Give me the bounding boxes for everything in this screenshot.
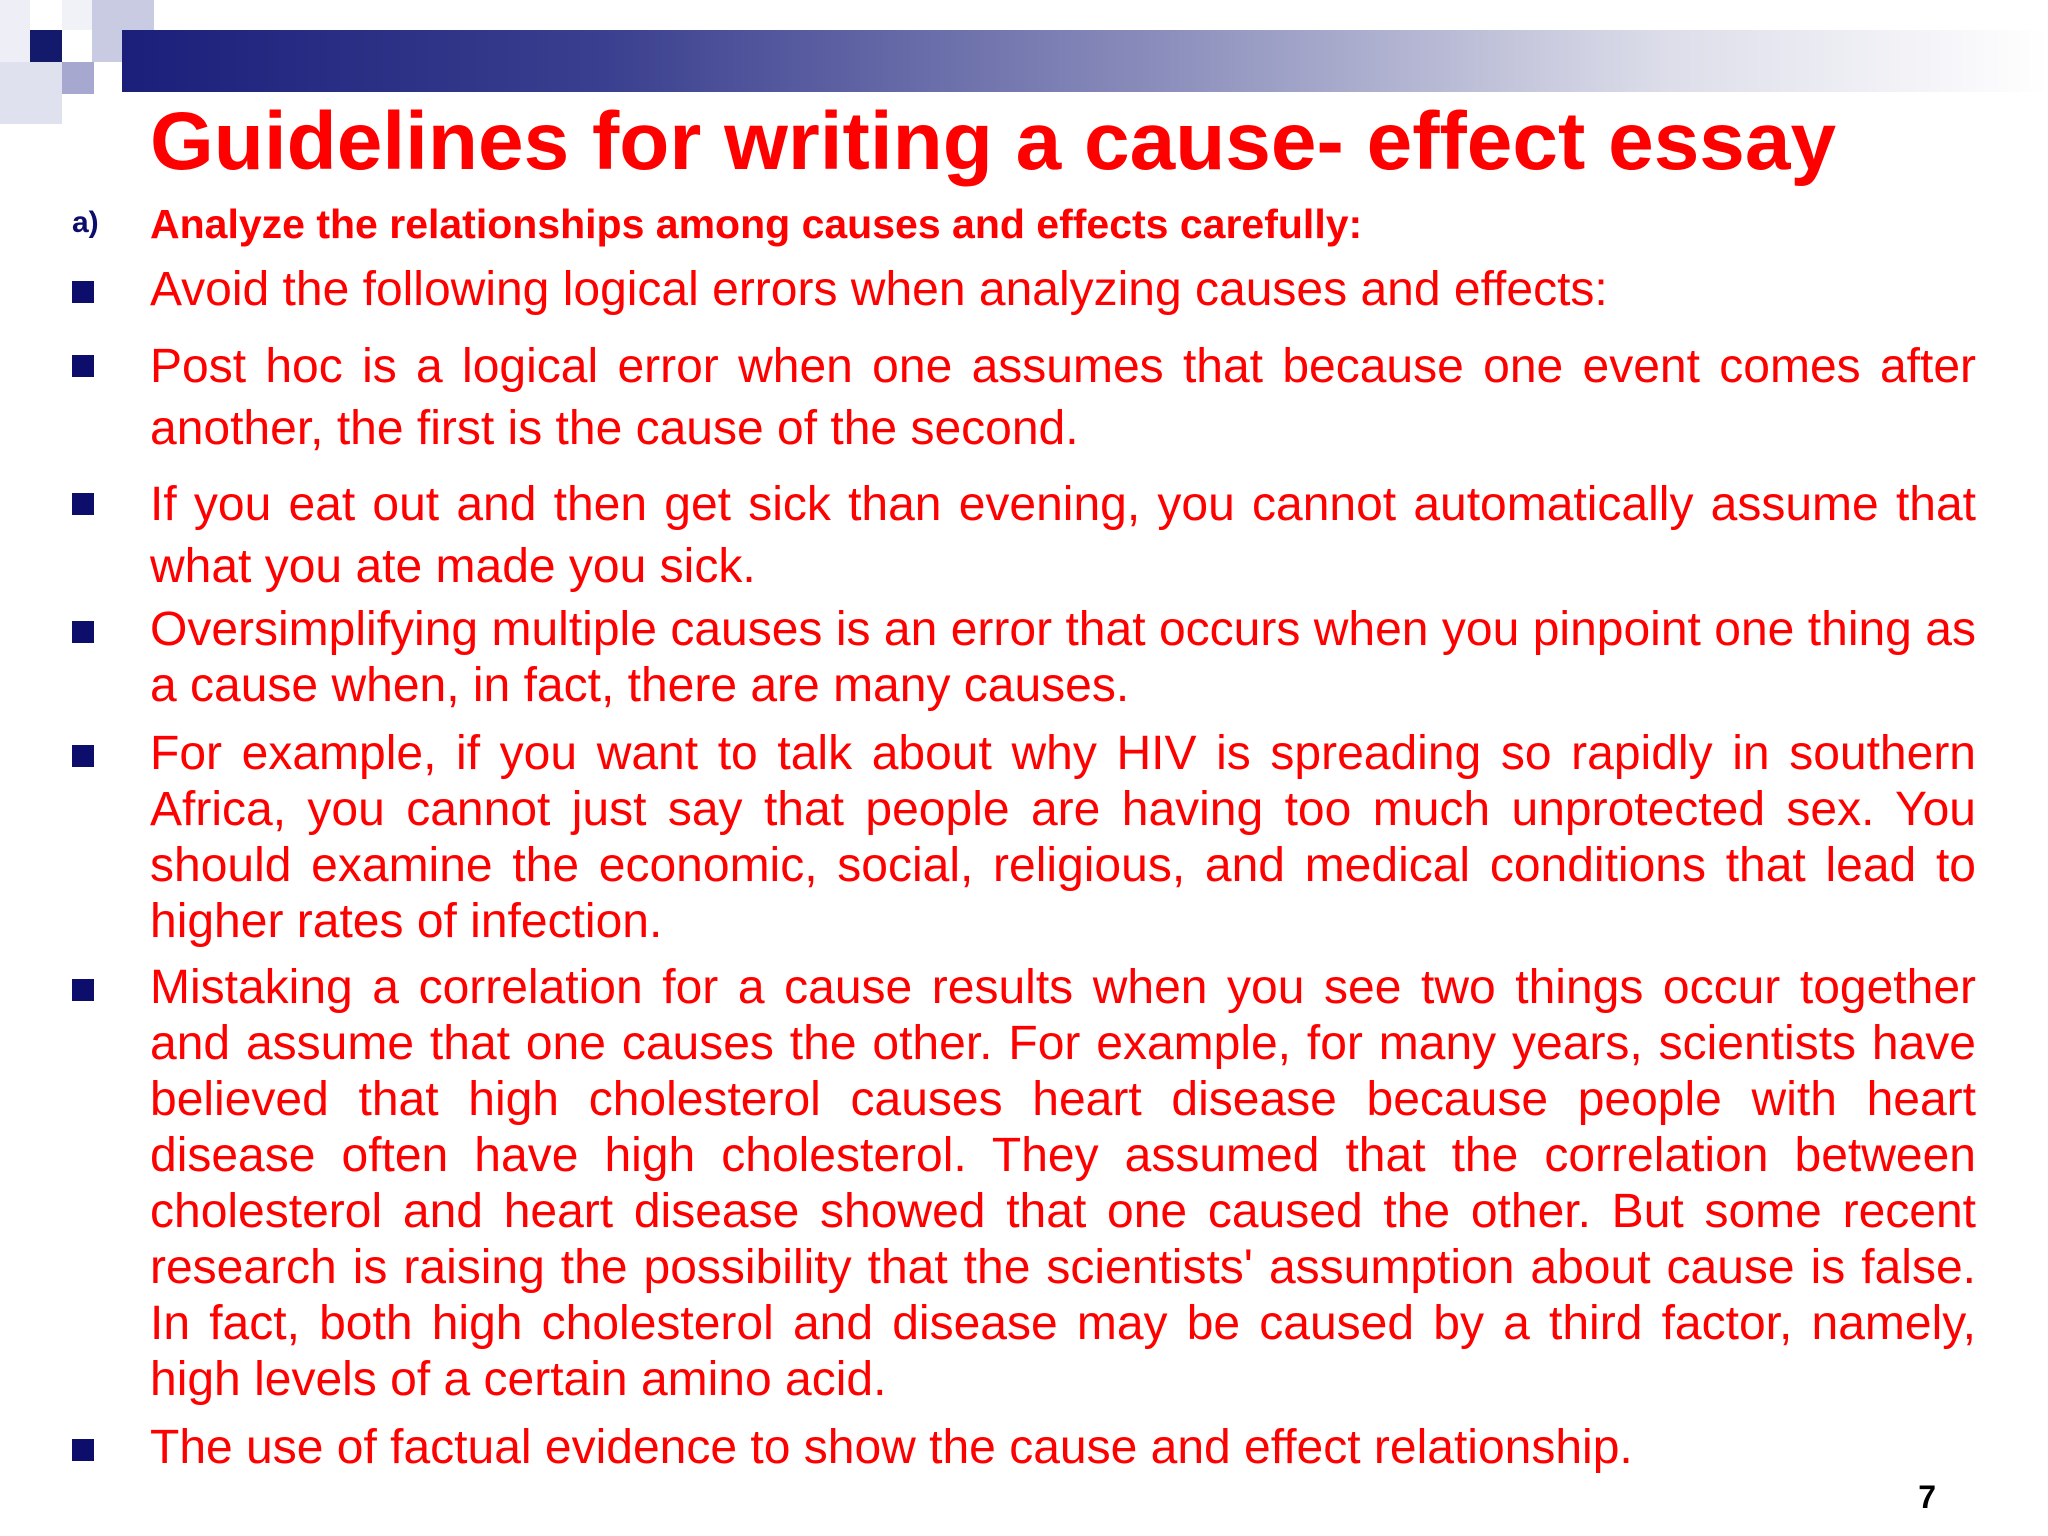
square-bullet-icon bbox=[72, 745, 94, 767]
bullet-text: Oversimplifying multiple causes is an error that occurs when you pinpoint one thing as a cause when, in fact, there are many causes. bbox=[150, 603, 1976, 712]
subheading-row bbox=[0, 196, 2048, 248]
page-number: 7 bbox=[1918, 1479, 1936, 1515]
bullet-text: For example, if you want to talk about why HIV is spreading so rapidly in southern Africa, you cannot just say that people are having too much unprotected sex. You should examine the economic, social, religious, and medical conditions that lead to higher rates of infection. bbox=[150, 727, 1976, 948]
square-bullet-icon bbox=[72, 979, 94, 1001]
bullet-item bbox=[0, 726, 2048, 950]
bullet-item bbox=[0, 602, 2048, 714]
bullet-item bbox=[0, 262, 2048, 318]
square-bullet-icon bbox=[72, 493, 94, 515]
decorative-square bbox=[62, 0, 92, 30]
bullet-text: If you eat out and then get sick than evening, you cannot automatically assume that what you ate made you sick. bbox=[150, 478, 1976, 593]
bullet-item bbox=[0, 336, 2048, 460]
subheading-text: Analyze the relationships among causes and effects carefully: bbox=[150, 201, 1363, 247]
square-bullet-icon bbox=[72, 621, 94, 643]
subheading-marker: a) bbox=[72, 206, 99, 239]
bullet-text: Mistaking a correlation for a cause results when you see two things occur together and assume that one causes the other. For example, for many years, scientists have believed that high cholesterol causes heart disease because people with heart disease often have high cholesterol. They assumed that the correlation between cholesterol and heart disease showed that one caused the other. But some recent research is raising the possibility that the scientists' assumption about cause is false. In fact, both high cholesterol and disease may be caused by a third factor, namely, high levels of a certain amino acid. bbox=[150, 961, 1976, 1406]
slide-content bbox=[0, 196, 2048, 1476]
decorative-square bbox=[30, 30, 62, 62]
slide-title: Guidelines for writing a cause- effect essay bbox=[150, 96, 1837, 187]
bullet-item bbox=[0, 1420, 2048, 1476]
decorative-square bbox=[0, 0, 30, 62]
decorative-square bbox=[62, 62, 94, 94]
bullet-item bbox=[0, 474, 2048, 598]
bullet-text: The use of factual evidence to show the cause and effect relationship. bbox=[150, 1421, 1633, 1474]
square-bullet-icon bbox=[72, 1439, 94, 1461]
square-bullet-icon bbox=[72, 281, 94, 303]
bullet-text: Post hoc is a logical error when one assumes that because one event comes after another, the first is the cause of the second. bbox=[150, 340, 1976, 455]
square-bullet-icon bbox=[72, 355, 94, 377]
bullet-item bbox=[0, 960, 2048, 1408]
decorative-square bbox=[0, 62, 62, 124]
header-gradient-bar bbox=[122, 30, 2048, 92]
bullet-text: Avoid the following logical errors when analyzing causes and effects: bbox=[150, 263, 1608, 316]
